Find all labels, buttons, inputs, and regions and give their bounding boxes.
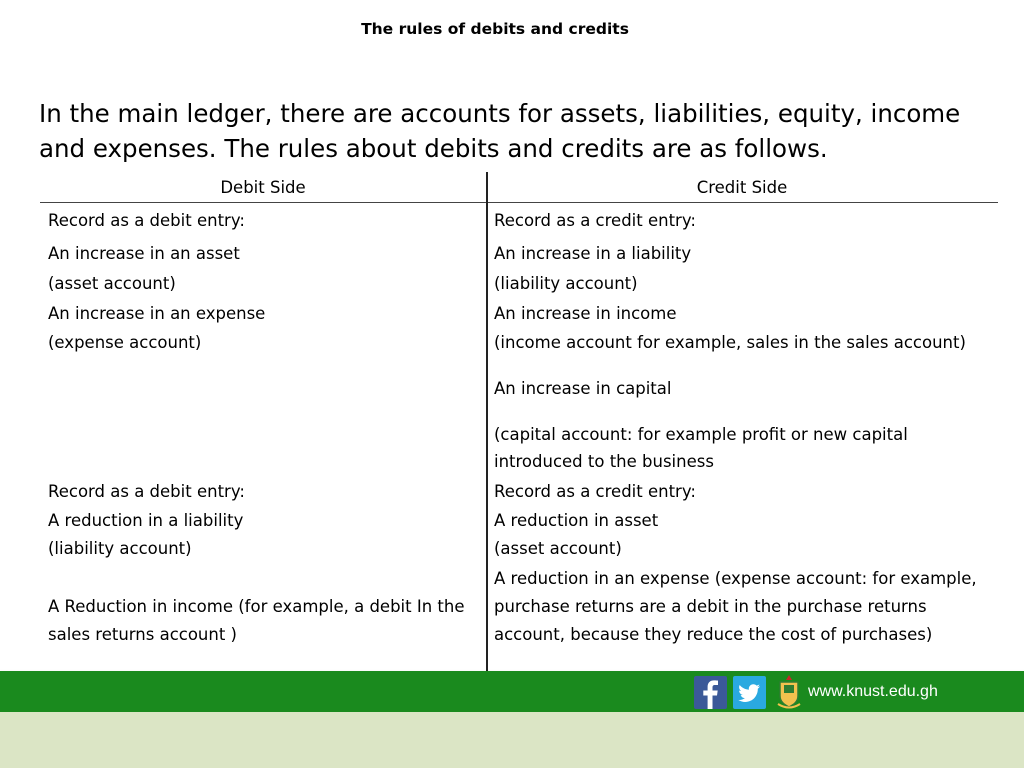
credit-item: A reduction in asset	[494, 511, 659, 530]
credit-item: An increase in a liability	[494, 244, 692, 263]
facebook-icon[interactable]	[694, 676, 727, 709]
credit-item: A reduction in an expense (expense account: for example, purchase returns are a debit in the purchase returns account, because they reduce the cost of purchases)	[494, 569, 977, 644]
debit-item: A reduction in a liability	[48, 511, 244, 530]
credit-item: (asset account)	[494, 539, 622, 558]
website-link[interactable]: www.knust.edu.gh	[808, 683, 938, 700]
twitter-icon[interactable]	[733, 676, 766, 709]
slide-title: The rules of debits and credits	[361, 20, 629, 38]
debit-entry-heading: Record as a debit entry:	[48, 211, 245, 230]
credit-side-header: Credit Side	[696, 178, 788, 197]
credit-entry-heading: Record as a credit entry:	[494, 482, 696, 501]
credit-entry-heading: Record as a credit entry:	[494, 211, 696, 230]
knust-crest-icon	[776, 674, 802, 710]
credit-item: (capital account: for example profit or new capital introduced to the business	[494, 425, 908, 471]
header-divider	[40, 202, 998, 203]
credit-item: An increase in income	[494, 304, 677, 323]
footer-band	[0, 712, 1024, 768]
column-divider	[486, 172, 488, 677]
credit-item: (income account for example, sales in the sales account)	[494, 333, 966, 352]
credit-item: (liability account)	[494, 274, 638, 293]
intro-paragraph: In the main ledger, there are accounts for assets, liabilities, equity, income and expenses. The rules about debits and credits are as follows.	[39, 99, 961, 163]
debit-item: A Reduction in income (for example, a debit In the sales returns account )	[48, 597, 465, 644]
debit-item: (liability account)	[48, 539, 192, 558]
debit-entry-heading: Record as a debit entry:	[48, 482, 245, 501]
debit-item: (asset account)	[48, 274, 176, 293]
debit-side-header: Debit Side	[220, 178, 306, 197]
debit-item: An increase in an expense	[48, 304, 266, 323]
credit-item: An increase in capital	[494, 379, 672, 398]
debit-item: An increase in an asset	[48, 244, 240, 263]
debit-item: (expense account)	[48, 333, 202, 352]
